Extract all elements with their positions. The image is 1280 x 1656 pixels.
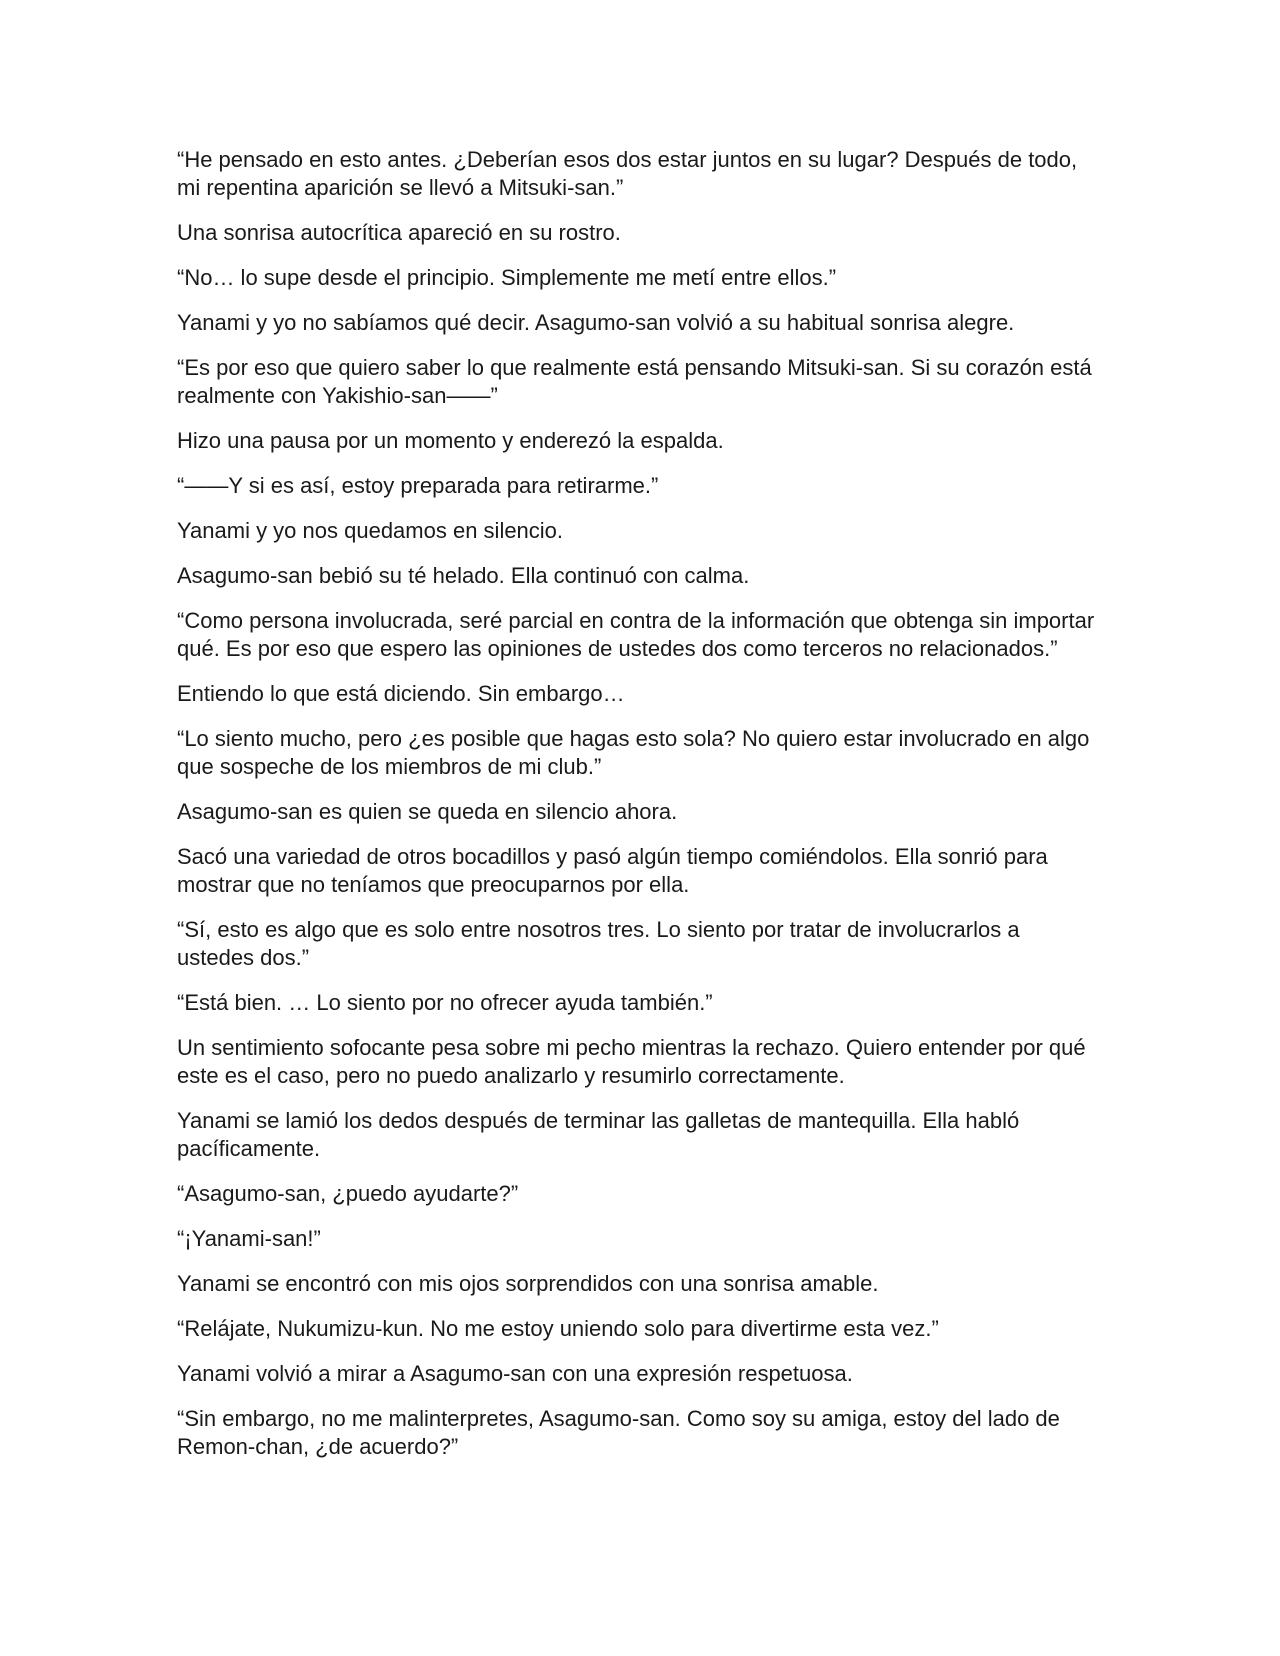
paragraph: “——Y si es así, estoy preparada para retirarme.” <box>177 473 659 498</box>
paragraph: “Está bien. … Lo siento por no ofrecer ayuda también.” <box>177 990 713 1015</box>
paragraph: “He pensado en esto antes. ¿Deberían esos dos estar juntos en su lugar? Después de todo, mi repentina aparición se llevó a Mitsuki-san.” <box>177 147 1078 200</box>
paragraph: Asagumo-san es quien se queda en silencio ahora. <box>177 799 678 824</box>
paragraph: “Como persona involucrada, seré parcial en contra de la información que obtenga sin importar qué. Es por eso que espero las opiniones de ustedes dos como terceros no relacionados.” <box>177 608 1095 661</box>
paragraph: Sacó una variedad de otros bocadillos y pasó algún tiempo comiéndolos. Ella sonrió para mostrar que no teníamos que preocuparnos por ella. <box>177 844 1048 897</box>
paragraph: Asagumo-san bebió su té helado. Ella continuó con calma. <box>177 563 750 588</box>
paragraph: Hizo una pausa por un momento y enderezó la espalda. <box>177 428 724 453</box>
paragraph: Yanami volvió a mirar a Asagumo-san con una expresión respetuosa. <box>177 1361 853 1386</box>
paragraph: Un sentimiento sofocante pesa sobre mi pecho mientras la rechazo. Quiero entender por qué este es el caso, pero no puedo analizarlo y resumirlo correctamente. <box>177 1035 1086 1088</box>
paragraph: “Es por eso que quiero saber lo que realmente está pensando Mitsuki-san. Si su corazón está realmente con Yakishio-san——” <box>177 355 1092 408</box>
paragraph: Yanami se encontró con mis ojos sorprendidos con una sonrisa amable. <box>177 1271 879 1296</box>
paragraph: “¡Yanami-san!” <box>177 1226 321 1251</box>
paragraph: “Asagumo-san, ¿puedo ayudarte?” <box>177 1181 519 1206</box>
paragraph: Yanami se lamió los dedos después de terminar las galletas de mantequilla. Ella habló pacíficamente. <box>177 1108 1020 1161</box>
body-text <box>177 146 1097 1478</box>
paragraph: “Sí, esto es algo que es solo entre nosotros tres. Lo siento por tratar de involucrarlos a ustedes dos.” <box>177 917 1020 970</box>
paragraph: Yanami y yo nos quedamos en silencio. <box>177 518 564 543</box>
paragraph: Yanami y yo no sabíamos qué decir. Asagumo-san volvió a su habitual sonrisa alegre. <box>177 310 1015 335</box>
paragraph: Una sonrisa autocrítica apareció en su rostro. <box>177 220 621 245</box>
paragraph: Entiendo lo que está diciendo. Sin embargo… <box>177 681 625 706</box>
paragraph: “Relájate, Nukumizu-kun. No me estoy uniendo solo para divertirme esta vez.” <box>177 1316 939 1341</box>
paragraph: “Sin embargo, no me malinterpretes, Asagumo-san. Como soy su amiga, estoy del lado de Remon-chan, ¿de acuerdo?” <box>177 1406 1060 1459</box>
paragraph: “Lo siento mucho, pero ¿es posible que hagas esto sola? No quiero estar involucrado en algo que sospeche de los miembros de mi club.” <box>177 726 1090 779</box>
paragraph: “No… lo supe desde el principio. Simplemente me metí entre ellos.” <box>177 265 837 290</box>
